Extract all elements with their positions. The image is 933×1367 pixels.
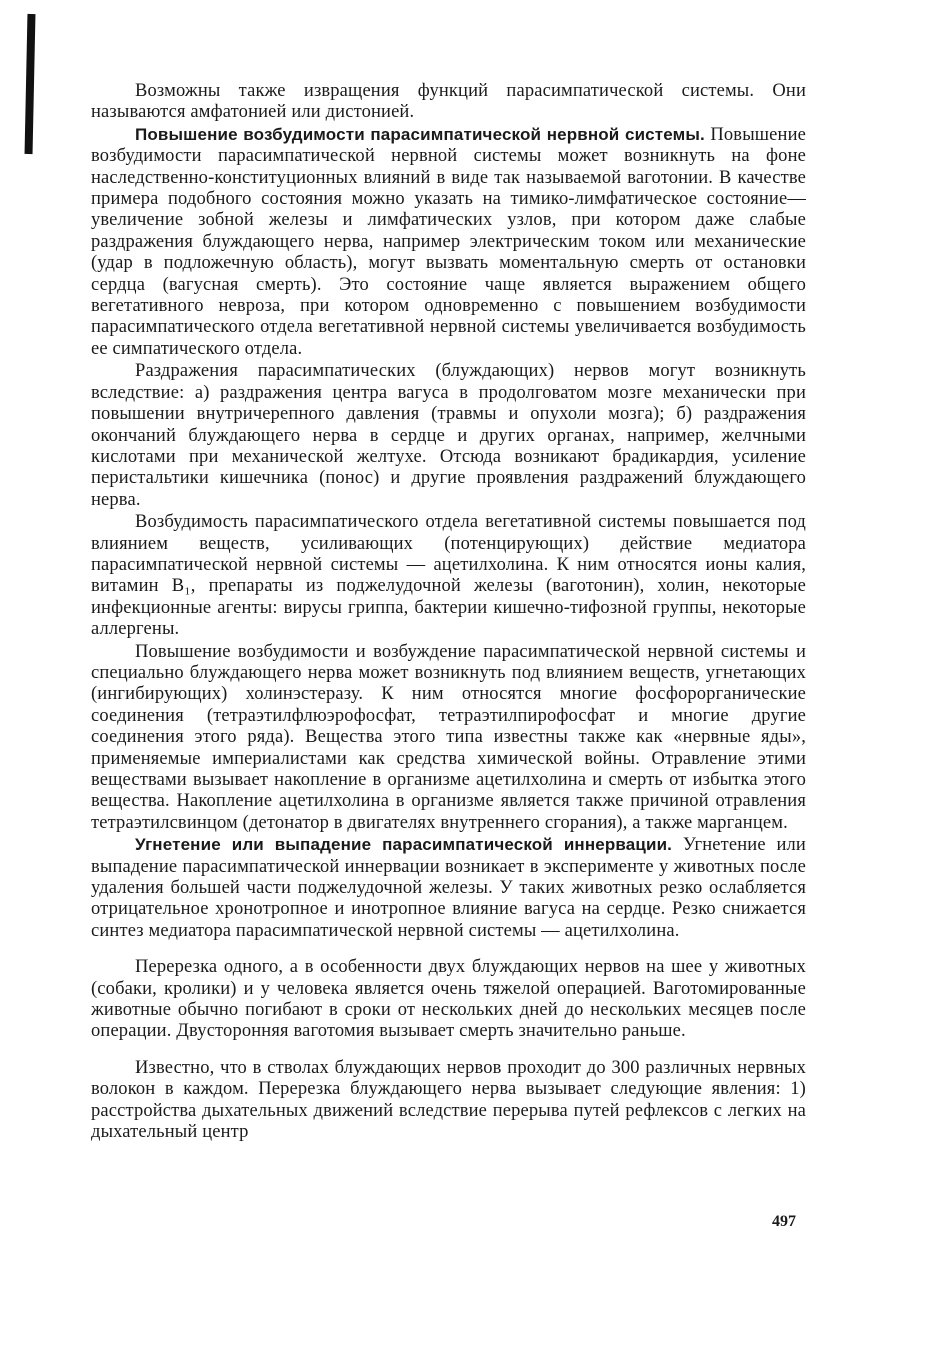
paragraph-6-text: Угнетение или выпадение парасимпатической иннервации возникает в эксперименте у животных после удаления большей части поджелудочной железы. У таких животных резко ослабляется отрицательное хронотропное и инотропное влияние вагуса на сердце. Резко снижается синтез медиатора парасимпатической нервной системы — ацетилхолина. [91, 835, 806, 941]
page-body [91, 80, 806, 1144]
paragraph-5-text: Повышение возбудимости и возбуждение парасимпатической нервной системы и специально блуждающего нерва может возникнуть под влиянием веществ, угнетающих (ингибирующих) холинэстеразу. К ним относятся многие фосфорорганические соединения (тетраэтилфлюэрофосфат, тетраэтилпирофосфат и многие другие соединения этого ряда). Вещества этого типа известны также как «нервные яды», применяемые империалистами как средства химической войны. Отравление этими веществами вызывает накопление в организме ацетилхолина и смерть от избытка этого вещества. Накопление ацетилхолина в организме является также причиной отравления тетраэтилсвинцом (детонатор в двигателях внутреннего сгорания), а также марганцем. [91, 641, 806, 833]
paragraph-7-text: Перерезка одного, а в особенности двух блуждающих нервов на шее у животных (собаки, кролики) и у человека является очень тяжелой операцией. Ваготомированные животные обычно погибают в сроки от нескольких дней до нескольких месяцев после операции. Двусторонняя ваготомия вызывает смерть значительно раньше. [91, 957, 806, 1042]
paragraph-2 [91, 124, 806, 360]
paragraph-3 [91, 360, 806, 511]
paragraph-8-text: Известно, что в стволах блуждающих нервов проходит до 300 различных нервных волокон в каждом. Перерезка блуждающего нерва вызывает следующие явления: 1) расстройства дыхательных движений вследствие перерыва путей рефлексов с легких на дыхательный центр [91, 1057, 806, 1143]
paragraph-4 [91, 511, 806, 640]
paragraph-2-text: Повышение возбудимости парасимпатической нервной системы может возникнуть на фоне наследственно-конституционных влияний в виде так называемой ваготонии. В качестве примера подобного состояния можно указать на тимико-лимфатическое состояние—увеличение зобной железы и лимфатических узлов, при котором даже слабые раздражения блуждающего нерва, например электрическим током или механические (удар в подложечную область), могут вызвать моментальную смерть от остановки сердца (вагусная смерть). Это состояние чаще является выражением общего вегетативного невроза, при котором одновременно с повышением возбудимости парасимпатического отдела вегетативной нервной системы увеличивается возбудимость ее симпатического отдела. [91, 124, 806, 359]
paragraph-5 [91, 641, 806, 835]
paragraph-4-text: Возбудимость парасимпатического отдела вегетативной системы повышается под влиянием веществ, усиливающих (потенцирующих) действие медиатора парасимпатической нервной системы — ацетилхолина. К ним относятся ионы калия, витамин B₁, препараты из поджелудочной железы (ваготонин), холин, некоторые инфекционные агенты: вирусы гриппа, бактерии кишечно-тифозной группы, некоторые аллергены. [91, 512, 806, 640]
paragraph-8 [91, 1057, 806, 1144]
paragraph-6-heading: Угнетение или выпадение парасимпатической иннервации. [135, 835, 673, 855]
paragraph-1-text: Возможны также извращения функций парасимпатической системы. Они называются амфатонией или дистонией. [91, 81, 806, 123]
paragraph-2-heading: Повышение возбудимости парасимпатической нервной системы. [135, 124, 705, 144]
page-edge-mark [25, 14, 36, 154]
paragraph-6 [91, 834, 806, 942]
paragraph-3-text: Раздражения парасимпатических (блуждающих) нервов могут возникнуть вследствие: а) раздражения центра вагуса в продолговатом мозге механически при повышении внутричерепного давления (травмы и опухоли мозга); б) раздражения окончаний блуждающего нерва в сердце и других органах, например, желчными кислотами при механической желтухе. Отсюда возникают брадикардия, усиление перистальтики кишечника (понос) и другие проявления раздражений блуждающего нерва. [91, 361, 806, 510]
page-number: 497 [772, 1213, 796, 1230]
paragraph-1 [91, 80, 806, 124]
paragraph-7 [91, 956, 806, 1043]
